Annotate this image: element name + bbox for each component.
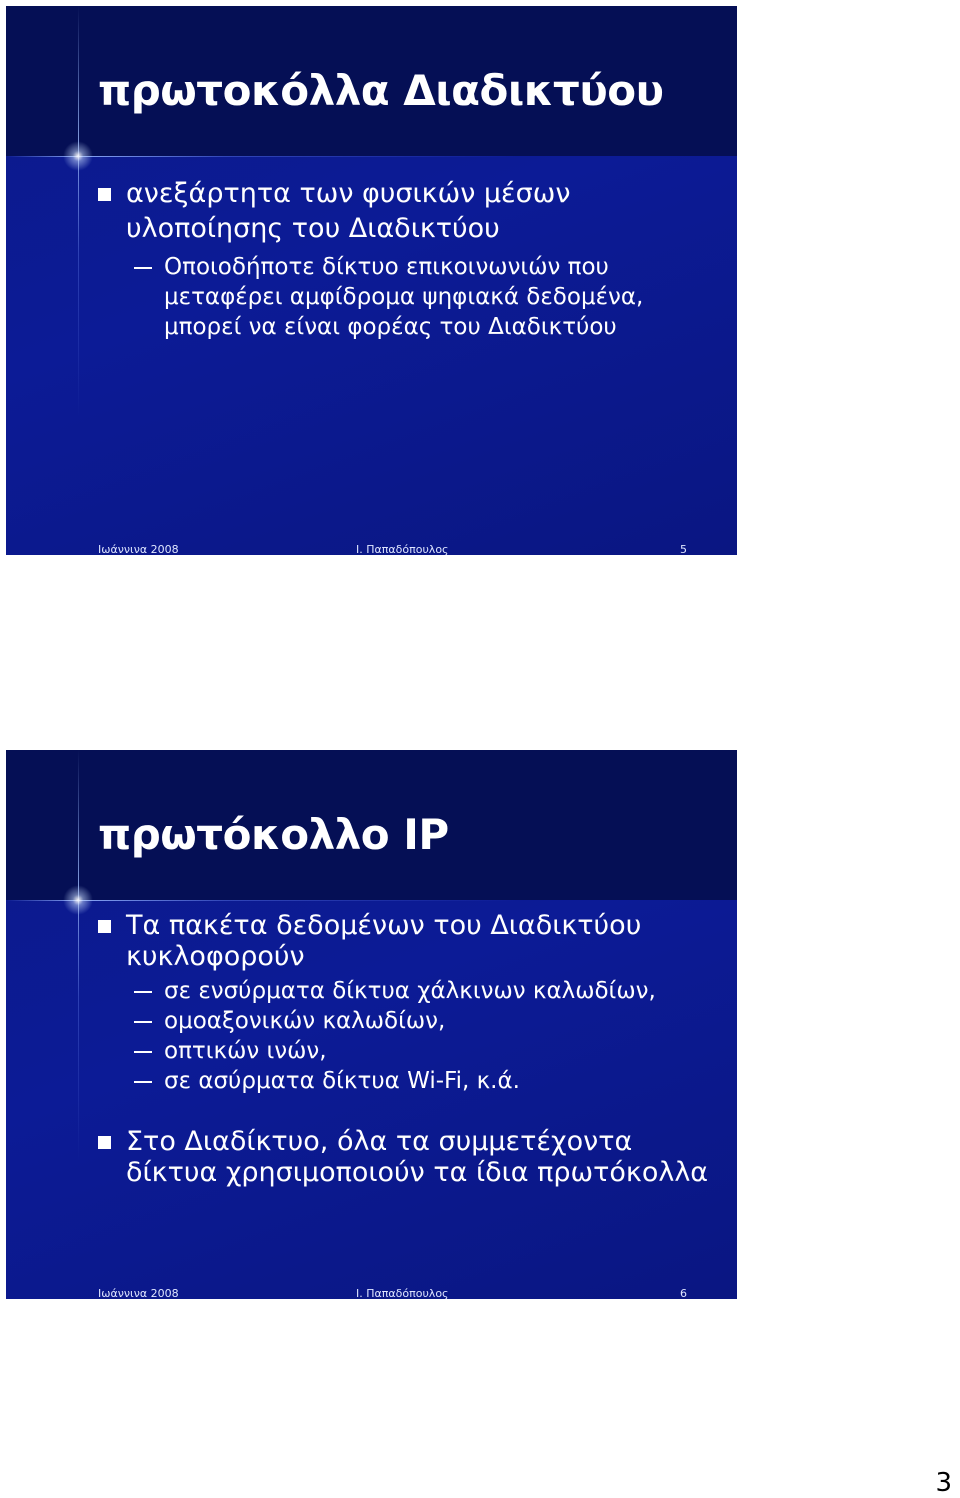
- bullet-list: [98, 176, 718, 342]
- footer-author: Ι. Παπαδόπουλος: [356, 1287, 449, 1299]
- square-bullet-icon: [98, 920, 111, 933]
- light-flare-icon: [63, 141, 93, 171]
- sub-bullet-item: [98, 1036, 718, 1066]
- bullet-item: [98, 1126, 718, 1188]
- sub-bullet-text: σε ασύρματα δίκτυα Wi-Fi, κ.ά.: [164, 1068, 520, 1094]
- footer-slide-number: 5: [680, 543, 687, 555]
- decorative-line-vertical: [78, 750, 79, 1299]
- bullet-item: [98, 910, 718, 972]
- dash-bullet-icon: [134, 1051, 152, 1053]
- square-bullet-icon: [98, 1136, 111, 1149]
- dash-bullet-icon: [134, 1021, 152, 1023]
- sub-bullet-item: [98, 252, 718, 342]
- sub-bullet-text: Οποιοδήποτε δίκτυο επικοινωνιών που μεταφέρει αμφίδρομα ψηφιακά δεδομένα, μπορεί να είναι φορέας του Διαδικτύου: [164, 254, 644, 340]
- page-number: 3: [935, 1468, 952, 1498]
- slide-5: [6, 6, 737, 555]
- square-bullet-icon: [98, 188, 111, 201]
- footer-location-date: Ιωάννινα 2008: [98, 1287, 179, 1299]
- dash-bullet-icon: [134, 991, 152, 993]
- dash-bullet-icon: [134, 1081, 152, 1083]
- sub-bullet-item: [98, 976, 718, 1006]
- sub-bullet-item: [98, 1066, 718, 1096]
- slide-footer: [6, 1287, 737, 1299]
- decorative-line-vertical: [78, 6, 79, 555]
- slide-footer: [6, 543, 737, 555]
- decorative-line-horizontal: [6, 156, 737, 157]
- dash-bullet-icon: [134, 267, 152, 269]
- slide-title: πρωτόκολλο IP: [98, 810, 449, 859]
- light-flare-icon: [63, 885, 93, 915]
- bullet-text: Στο Διαδίκτυο, όλα τα συμμετέχοντα δίκτυα χρησιμοποιούν τα ίδια πρωτόκολλα: [126, 1126, 709, 1188]
- decorative-line-horizontal: [6, 900, 737, 901]
- sub-bullet-text: σε ενσύρματα δίκτυα χάλκινων καλωδίων,: [164, 978, 656, 1004]
- footer-slide-number: 6: [680, 1287, 687, 1299]
- sub-bullet-text: ομοαξονικών καλωδίων,: [164, 1008, 446, 1034]
- slide-title: πρωτοκόλλα Διαδικτύου: [98, 66, 664, 115]
- bullet-text: ανεξάρτητα των φυσικών μέσων υλοποίησης του Διαδικτύου: [126, 178, 571, 244]
- slide-6: [6, 750, 737, 1299]
- bullet-list: [98, 910, 718, 1188]
- sub-bullet-text: οπτικών ινών,: [164, 1038, 327, 1064]
- bullet-text: Τα πακέτα δεδομένων του Διαδικτύου κυκλοφορούν: [126, 910, 642, 972]
- footer-location-date: Ιωάννινα 2008: [98, 543, 179, 555]
- sub-bullet-item: [98, 1006, 718, 1036]
- bullet-item: [98, 176, 718, 246]
- footer-author: Ι. Παπαδόπουλος: [356, 543, 449, 555]
